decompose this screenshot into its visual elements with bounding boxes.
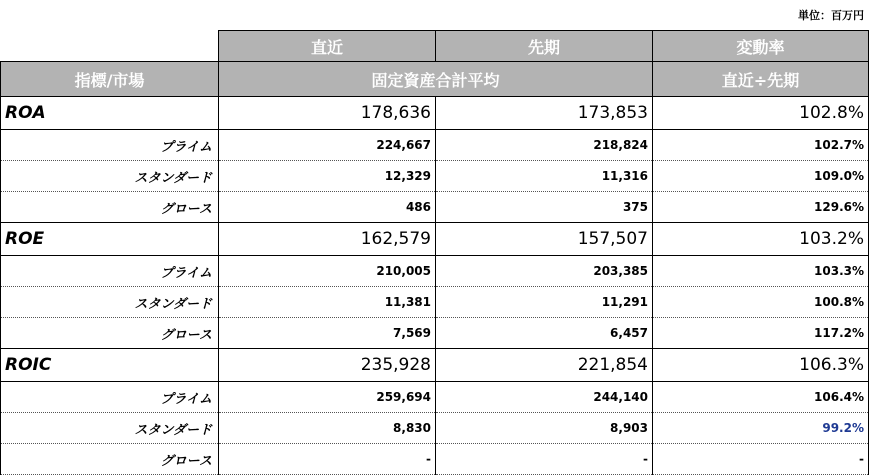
metric-name: ROE — [1, 223, 219, 256]
table-row — [1, 444, 869, 475]
table-row — [1, 287, 869, 318]
recent-value: 486 — [219, 192, 436, 223]
change-value: 99.2% — [653, 413, 869, 444]
header-recent: 直近 — [219, 31, 436, 62]
recent-value: 11,381 — [219, 287, 436, 318]
prev-value: 244,140 — [436, 382, 653, 413]
market-name: グロース — [1, 192, 219, 223]
change-value: 102.7% — [653, 130, 869, 161]
header-row-sub — [1, 62, 869, 97]
change-value: 106.3% — [653, 349, 869, 382]
header-blank-cell — [1, 31, 219, 62]
prev-value: 221,854 — [436, 349, 653, 382]
change-value: 106.4% — [653, 382, 869, 413]
market-name: スタンダード — [1, 413, 219, 444]
change-value: 103.2% — [653, 223, 869, 256]
prev-value: 11,316 — [436, 161, 653, 192]
prev-value: 8,903 — [436, 413, 653, 444]
table-row — [1, 318, 869, 349]
header-row-top — [1, 31, 869, 62]
header-prev: 先期 — [436, 31, 653, 62]
change-value: 117.2% — [653, 318, 869, 349]
recent-value: 7,569 — [219, 318, 436, 349]
recent-value: 12,329 — [219, 161, 436, 192]
market-name: グロース — [1, 318, 219, 349]
recent-value: 162,579 — [219, 223, 436, 256]
prev-value: 218,824 — [436, 130, 653, 161]
prev-value: 203,385 — [436, 256, 653, 287]
change-value: 109.0% — [653, 161, 869, 192]
table-row — [1, 97, 869, 130]
header-span-label: 固定資産合計平均 — [219, 62, 653, 97]
market-name: プライム — [1, 382, 219, 413]
unit-label: 単位：百万円 — [798, 9, 864, 22]
header-row-label: 指標/市場 — [1, 62, 219, 97]
change-value: 102.8% — [653, 97, 869, 130]
prev-value: 375 — [436, 192, 653, 223]
recent-value: 8,830 — [219, 413, 436, 444]
table-row — [1, 130, 869, 161]
recent-value: 210,005 — [219, 256, 436, 287]
metric-name: ROIC — [1, 349, 219, 382]
table-row — [1, 192, 869, 223]
market-name: プライム — [1, 256, 219, 287]
prev-value: - — [436, 444, 653, 475]
prev-value: 6,457 — [436, 318, 653, 349]
recent-value: - — [219, 444, 436, 475]
table-row — [1, 256, 869, 287]
change-value: - — [653, 444, 869, 475]
recent-value: 178,636 — [219, 97, 436, 130]
market-name: グロース — [1, 444, 219, 475]
change-value: 103.3% — [653, 256, 869, 287]
prev-value: 173,853 — [436, 97, 653, 130]
table-row — [1, 161, 869, 192]
prev-value: 157,507 — [436, 223, 653, 256]
market-name: プライム — [1, 130, 219, 161]
recent-value: 224,667 — [219, 130, 436, 161]
table-row — [1, 349, 869, 382]
prev-value: 11,291 — [436, 287, 653, 318]
table-row — [1, 382, 869, 413]
table-row — [1, 413, 869, 444]
market-name: スタンダード — [1, 161, 219, 192]
change-value: 129.6% — [653, 192, 869, 223]
metric-name: ROA — [1, 97, 219, 130]
table-row — [1, 223, 869, 256]
change-value: 100.8% — [653, 287, 869, 318]
header-change: 変動率 — [653, 31, 869, 62]
header-change-formula: 直近÷先期 — [653, 62, 869, 97]
market-name: スタンダード — [1, 287, 219, 318]
recent-value: 259,694 — [219, 382, 436, 413]
recent-value: 235,928 — [219, 349, 436, 382]
metrics-table — [0, 30, 869, 475]
